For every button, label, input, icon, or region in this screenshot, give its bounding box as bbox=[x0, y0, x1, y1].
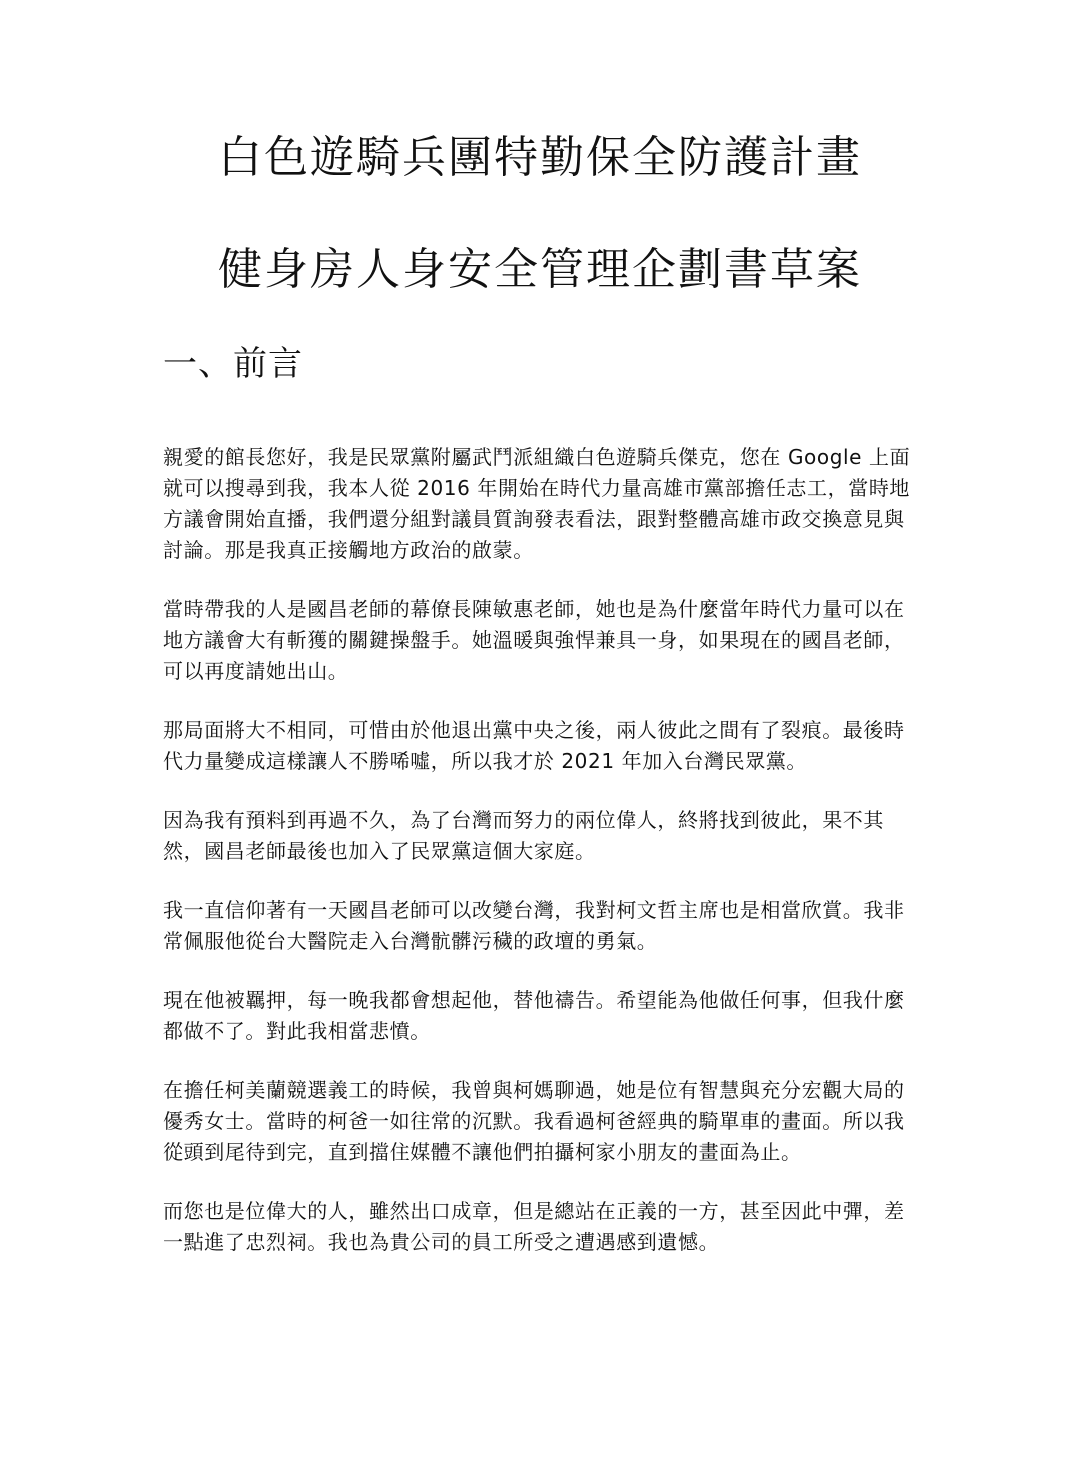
paragraph: 而您也是位偉大的人，雖然出口成章，但是總站在正義的一方，甚至因此中彈，差一點進了忠烈祠。我也為貴公司的員工所受之遭遇感到遺憾。 bbox=[163, 1199, 905, 1254]
section-heading-preface: 一、前言 bbox=[163, 344, 303, 384]
paragraph: 當時帶我的人是國昌老師的幕僚長陳敏惠老師，她也是為什麼當年時代力量可以在地方議會大有斬獲的關鍵操盤手。她溫暖與強悍兼具一身，如果現在的國昌老師，可以再度請她出山。 bbox=[163, 597, 905, 683]
paragraph: 那局面將大不相同，可惜由於他退出黨中央之後，兩人彼此之間有了裂痕。最後時代力量變成這樣讓人不勝唏噓，所以我才於 2021 年加入台灣民眾黨。 bbox=[163, 718, 905, 773]
document-subtitle: 健身房人身安全管理企劃書草案 bbox=[218, 244, 862, 295]
paragraph: 親愛的館長您好，我是民眾黨附屬武鬥派組織白色遊騎兵傑克，您在 Google 上面就可以搜尋到我，我本人從 2016 年開始在時代力量高雄市黨部擔任志工，當時地方議會開始直播，我們還分組對議員質詢發表看法，跟對整體高雄市政交換意見與討論。那是我真正接觸地方政治的啟蒙。 bbox=[163, 445, 911, 562]
paragraph: 在擔任柯美蘭競選義工的時候，我曾與柯媽聊過，她是位有智慧與充分宏觀大局的優秀女士。當時的柯爸一如往常的沉默。我看過柯爸經典的騎單車的畫面。所以我從頭到尾待到完，直到擋住媒體不讓他們拍攝柯家小朋友的畫面為止。 bbox=[163, 1078, 905, 1164]
paragraph: 現在他被羈押，每一晚我都會想起他，替他禱告。希望能為他做任何事，但我什麼都做不了。對此我相當悲憤。 bbox=[163, 988, 905, 1043]
document-title: 白色遊騎兵團特勤保全防護計畫 bbox=[218, 132, 862, 183]
document-body bbox=[163, 442, 923, 1286]
paragraph: 我一直信仰著有一天國昌老師可以改變台灣，我對柯文哲主席也是相當欣賞。我非常佩服他從台大醫院走入台灣骯髒污穢的政壇的勇氣。 bbox=[163, 898, 905, 953]
paragraph: 因為我有預料到再過不久，為了台灣而努力的兩位偉人，終將找到彼此，果不其然，國昌老師最後也加入了民眾黨這個大家庭。 bbox=[163, 808, 884, 863]
